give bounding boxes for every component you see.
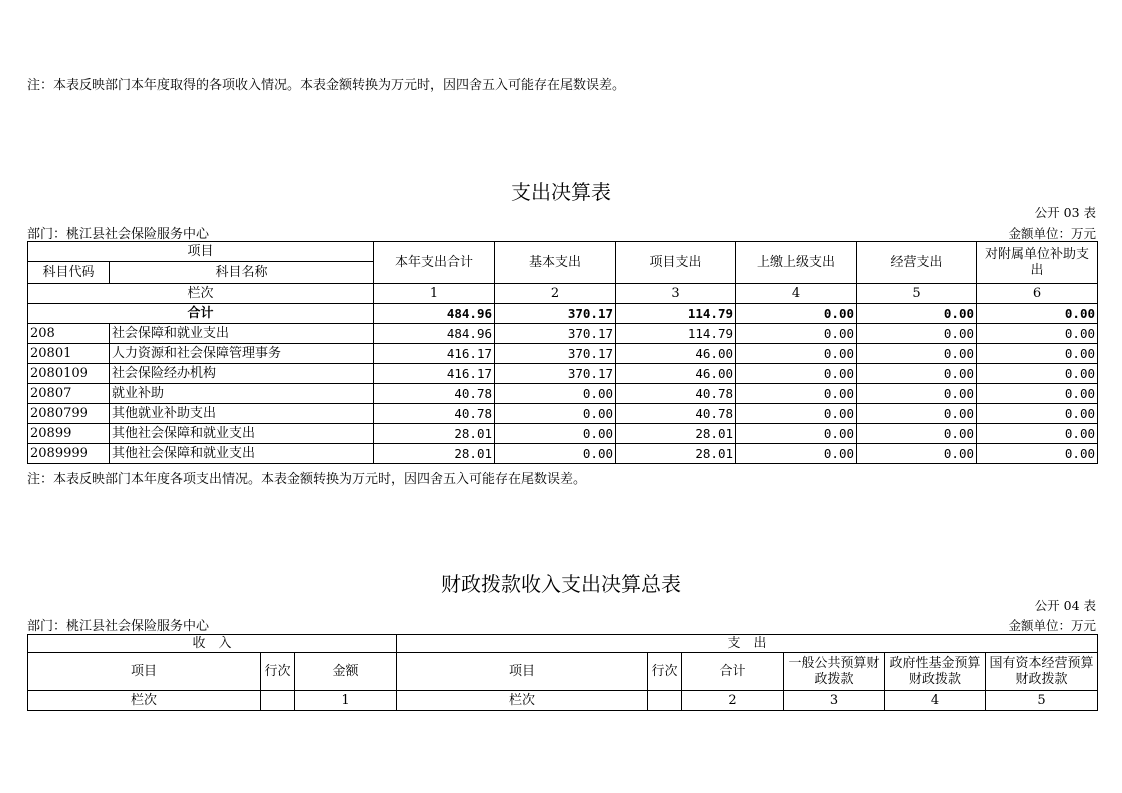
h-row: 行次	[261, 653, 295, 691]
row-code: 20899	[28, 424, 110, 444]
row-v5: 0.00	[857, 324, 977, 344]
row-v5: 0.00	[857, 404, 977, 424]
table-row	[28, 344, 1098, 364]
table4-code: 公开 04 表	[1034, 598, 1096, 613]
header-subject-code: 科目代码	[28, 262, 110, 284]
row-v3: 46.00	[616, 344, 736, 364]
row-v5: 0.00	[857, 424, 977, 444]
table-row	[28, 444, 1098, 464]
row-name: 其他社会保障和就业支出	[110, 424, 374, 444]
h-total: 合计	[682, 653, 784, 691]
row-name: 人力资源和社会保障管理事务	[110, 344, 374, 364]
row-v6: 0.00	[977, 404, 1098, 424]
row-name: 社会保障和就业支出	[110, 324, 374, 344]
h-general: 一般公共预算财政拨款	[784, 653, 885, 691]
table-row	[28, 404, 1098, 424]
header-project: 项目支出	[616, 242, 736, 284]
income-header: 收 入	[28, 635, 397, 653]
fiscal-summary-table	[27, 634, 1098, 711]
header-total: 本年支出合计	[374, 242, 495, 284]
row-name: 就业补助	[110, 384, 374, 404]
t4-empty-1	[261, 691, 295, 711]
table4-unit: 金额单位：万元	[1008, 618, 1096, 633]
t4-n3: 3	[784, 691, 885, 711]
row-v2: 370.17	[495, 344, 616, 364]
row-v6: 0.00	[977, 324, 1098, 344]
row-v4: 0.00	[736, 364, 857, 384]
lanci-1: 1	[374, 284, 495, 304]
row-code: 2089999	[28, 444, 110, 464]
total-v3: 114.79	[616, 304, 736, 324]
total-v4: 0.00	[736, 304, 857, 324]
row-v4: 0.00	[736, 324, 857, 344]
h-row2: 行次	[648, 653, 682, 691]
row-v6: 0.00	[977, 344, 1098, 364]
expense-header: 支 出	[397, 635, 1098, 653]
row-v1: 40.78	[374, 404, 495, 424]
row-v5: 0.00	[857, 384, 977, 404]
top-note: 注：本表反映部门本年度取得的各项收入情况。本表金额转换为万元时，因四舍五入可能存在尾数误差。	[27, 78, 626, 93]
table3-department: 部门：桃江县社会保险服务中心	[27, 227, 210, 242]
t4-n4: 4	[885, 691, 986, 711]
row-code: 208	[28, 324, 110, 344]
header-subject-name: 科目名称	[110, 262, 374, 284]
row-v4: 0.00	[736, 404, 857, 424]
table-row	[28, 384, 1098, 404]
lanci-label: 栏次	[28, 284, 374, 304]
row-code: 2080109	[28, 364, 110, 384]
total-v2: 370.17	[495, 304, 616, 324]
row-v6: 0.00	[977, 384, 1098, 404]
total-v5: 0.00	[857, 304, 977, 324]
header-basic: 基本支出	[495, 242, 616, 284]
row-v3: 28.01	[616, 424, 736, 444]
h-item: 项目	[28, 653, 261, 691]
header-business: 经营支出	[857, 242, 977, 284]
header-upper: 上缴上级支出	[736, 242, 857, 284]
lanci-6: 6	[977, 284, 1098, 304]
row-v2: 0.00	[495, 384, 616, 404]
row-v6: 0.00	[977, 364, 1098, 384]
h-state: 国有资本经营预算财政拨款	[986, 653, 1098, 691]
row-v2: 0.00	[495, 404, 616, 424]
row-v2: 0.00	[495, 424, 616, 444]
row-code: 2080799	[28, 404, 110, 424]
row-v1: 40.78	[374, 384, 495, 404]
total-v6: 0.00	[977, 304, 1098, 324]
row-code: 20801	[28, 344, 110, 364]
total-v1: 484.96	[374, 304, 495, 324]
row-v2: 370.17	[495, 364, 616, 384]
row-v5: 0.00	[857, 364, 977, 384]
row-v2: 0.00	[495, 444, 616, 464]
t4-n1: 1	[295, 691, 397, 711]
lanci-2: 2	[495, 284, 616, 304]
table3-title: 支出决算表	[511, 180, 611, 204]
t4-lanci: 栏次	[28, 691, 261, 711]
total-row	[28, 304, 1098, 324]
row-v3: 40.78	[616, 404, 736, 424]
row-name: 其他社会保障和就业支出	[110, 444, 374, 464]
row-v3: 40.78	[616, 384, 736, 404]
row-v3: 46.00	[616, 364, 736, 384]
row-v4: 0.00	[736, 444, 857, 464]
row-v6: 0.00	[977, 444, 1098, 464]
t4-n2: 2	[682, 691, 784, 711]
t4-empty-2	[648, 691, 682, 711]
row-v2: 370.17	[495, 324, 616, 344]
row-v1: 416.17	[374, 344, 495, 364]
table-row	[28, 364, 1098, 384]
lanci-4: 4	[736, 284, 857, 304]
t4-n5: 5	[986, 691, 1098, 711]
table3-note: 注：本表反映部门本年度各项支出情况。本表金额转换为万元时，因四舍五入可能存在尾数误差。	[27, 472, 587, 487]
table-row	[28, 424, 1098, 444]
row-v3: 114.79	[616, 324, 736, 344]
expense-table	[27, 241, 1098, 464]
table3-code: 公开 03 表	[1034, 205, 1096, 220]
table-row	[28, 324, 1098, 344]
row-v1: 28.01	[374, 424, 495, 444]
lanci-5: 5	[857, 284, 977, 304]
row-name: 社会保险经办机构	[110, 364, 374, 384]
table3-unit: 金额单位：万元	[1008, 226, 1096, 241]
lanci-3: 3	[616, 284, 736, 304]
header-item: 项目	[28, 242, 374, 262]
row-v1: 28.01	[374, 444, 495, 464]
row-v1: 416.17	[374, 364, 495, 384]
row-v4: 0.00	[736, 424, 857, 444]
row-v4: 0.00	[736, 344, 857, 364]
h-amount: 金额	[295, 653, 397, 691]
row-code: 20807	[28, 384, 110, 404]
total-label: 合计	[28, 304, 374, 324]
row-v1: 484.96	[374, 324, 495, 344]
row-v6: 0.00	[977, 424, 1098, 444]
t4-lanci2: 栏次	[397, 691, 648, 711]
row-v4: 0.00	[736, 384, 857, 404]
row-v3: 28.01	[616, 444, 736, 464]
row-name: 其他就业补助支出	[110, 404, 374, 424]
h-item2: 项目	[397, 653, 648, 691]
row-v5: 0.00	[857, 444, 977, 464]
table4-department: 部门：桃江县社会保险服务中心	[27, 619, 210, 634]
table4-title: 财政拨款收入支出决算总表	[441, 572, 681, 596]
h-fund: 政府性基金预算财政拨款	[885, 653, 986, 691]
header-subsidy: 对附属单位补助支出	[977, 242, 1098, 284]
row-v5: 0.00	[857, 344, 977, 364]
